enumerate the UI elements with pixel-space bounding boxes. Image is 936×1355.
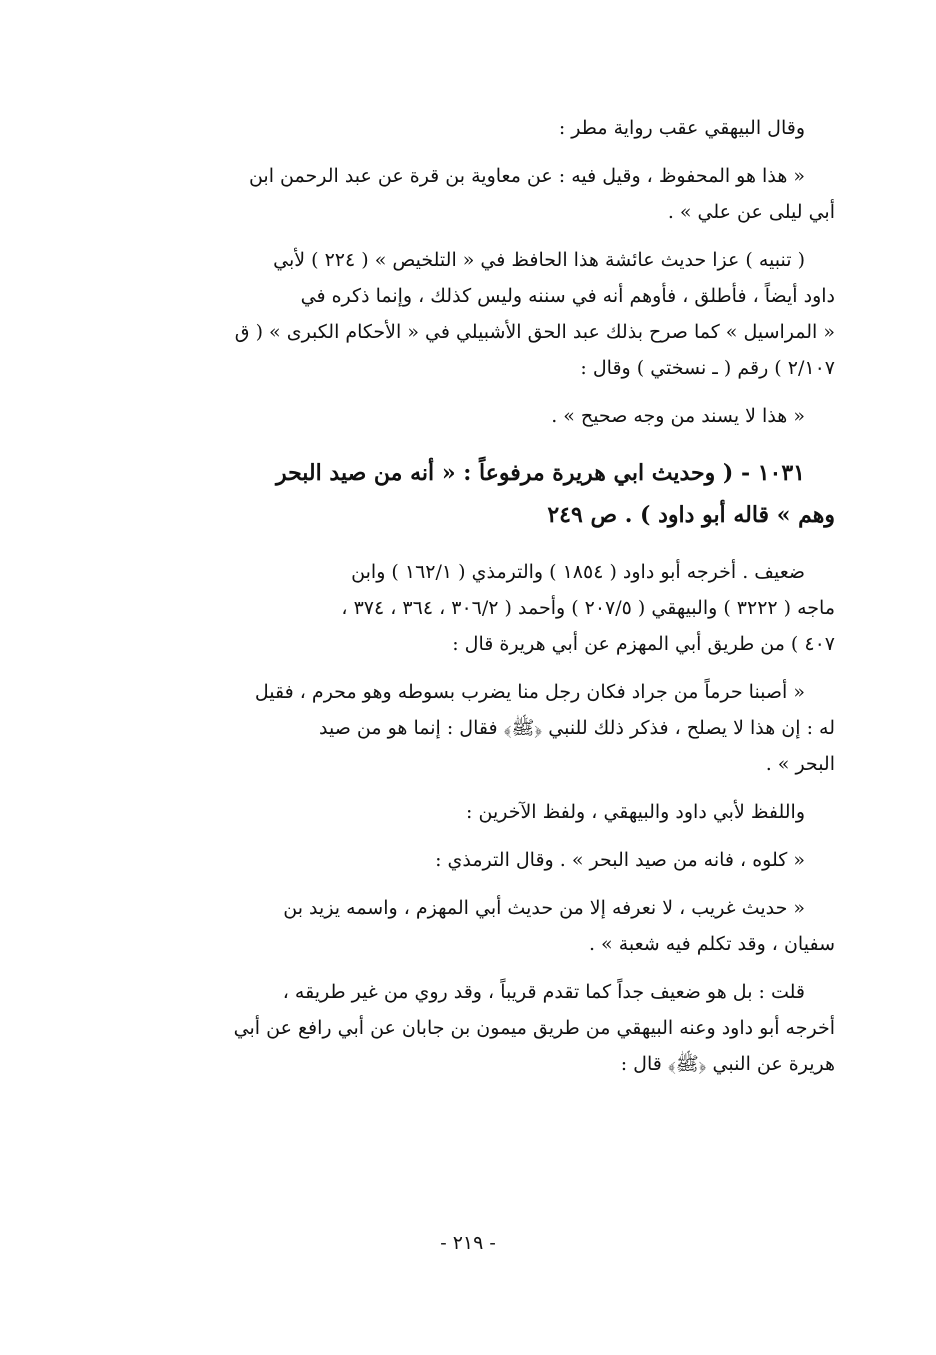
text-line: ماجه ( ٣٢٢٢ ) والبيهقي ( ٢٠٧/٥ ) وأحمد ( ٣٠٦/٢ ، ٣٦٤ ، ٣٧٤ ، <box>341 597 835 619</box>
page-body <box>160 110 835 1082</box>
text-line: « هذا لا يسند من وجه صحيح » . <box>551 405 805 427</box>
page-number: - ٢١٩ - <box>440 1232 496 1254</box>
text-line: البحر » . <box>765 753 835 775</box>
text-line: « المراسيل » كما صرح بذلك عبد الحق الأشبيلي في « الأحكام الكبرى » ( ق <box>234 321 835 343</box>
text-line: « هذا هو المحفوظ ، وقيل فيه : عن معاوية بن قرة عن عبد الرحمن ابن <box>248 165 805 187</box>
text-line: « حديث غريب ، لا نعرفه إلا من حديث أبي المهزم ، واسمه يزيد بن <box>283 897 805 919</box>
text-line: سفيان ، وقد تكلم فيه شعبة » . <box>588 933 835 955</box>
text-line: ضعيف . أخرجه أبو داود ( ١٨٥٤ ) والترمذي ( ١٦٢/١ ) وابن <box>351 561 805 583</box>
text-line: أخرجه أبو داود وعنه البيهقي من طريق ميمون بن جابان عن أبي رافع عن أبي <box>233 1017 835 1039</box>
text-line: هريرة عن النبي ﴿ﷺ﴾ قال : <box>620 1053 835 1075</box>
text-line: وقال البيهقي عقب رواية مطر : <box>558 117 805 139</box>
text-line: أبي ليلى عن علي » . <box>667 201 835 223</box>
hadith-heading: ١٠٣١ - ( وحديث ابي هريرة مرفوعاً : « أنه من صيد البحر <box>275 460 805 486</box>
text-line: ٢/١٠٧ ) رقم ( ـ نسختي ) وقال : <box>580 357 835 379</box>
hadith-heading: وهم » قاله أبو داود ) . ص ٢٤٩ <box>547 502 835 528</box>
text-line: واللفظ لأبي داود والبيهقي ، ولفظ الآخرين : <box>466 801 805 823</box>
text-line: قلت : بل هو ضعيف جداً كما تقدم قريباً ، وقد روي من غير طريقه ، <box>282 981 805 1003</box>
text-line: داود أيضاً ، فأطلق ، فأوهم أنه في سننه وليس كذلك ، وإنما ذكره في <box>300 285 835 307</box>
text-line: « كلوه ، فانه من صيد البحر » . وقال الترمذي : <box>435 849 805 871</box>
text-line: « أصبنا حرماً من جراد فكان رجل منا يضرب بسوطه وهو محرم ، فقيل <box>254 681 805 703</box>
text-line: ٤٠٧ ) من طريق أبي المهزم عن أبي هريرة قال : <box>452 633 835 655</box>
text-line: ( تنبيه ) عزا حديث عائشة هذا الحافظ في « التلخيص » ( ٢٢٤ ) لأبي <box>273 249 805 271</box>
text-line: له : إن هذا لا يصلح ، فذكر ذلك للنبي ﴿ﷺ﴾ فقال : إنما هو من صيد <box>319 717 835 739</box>
